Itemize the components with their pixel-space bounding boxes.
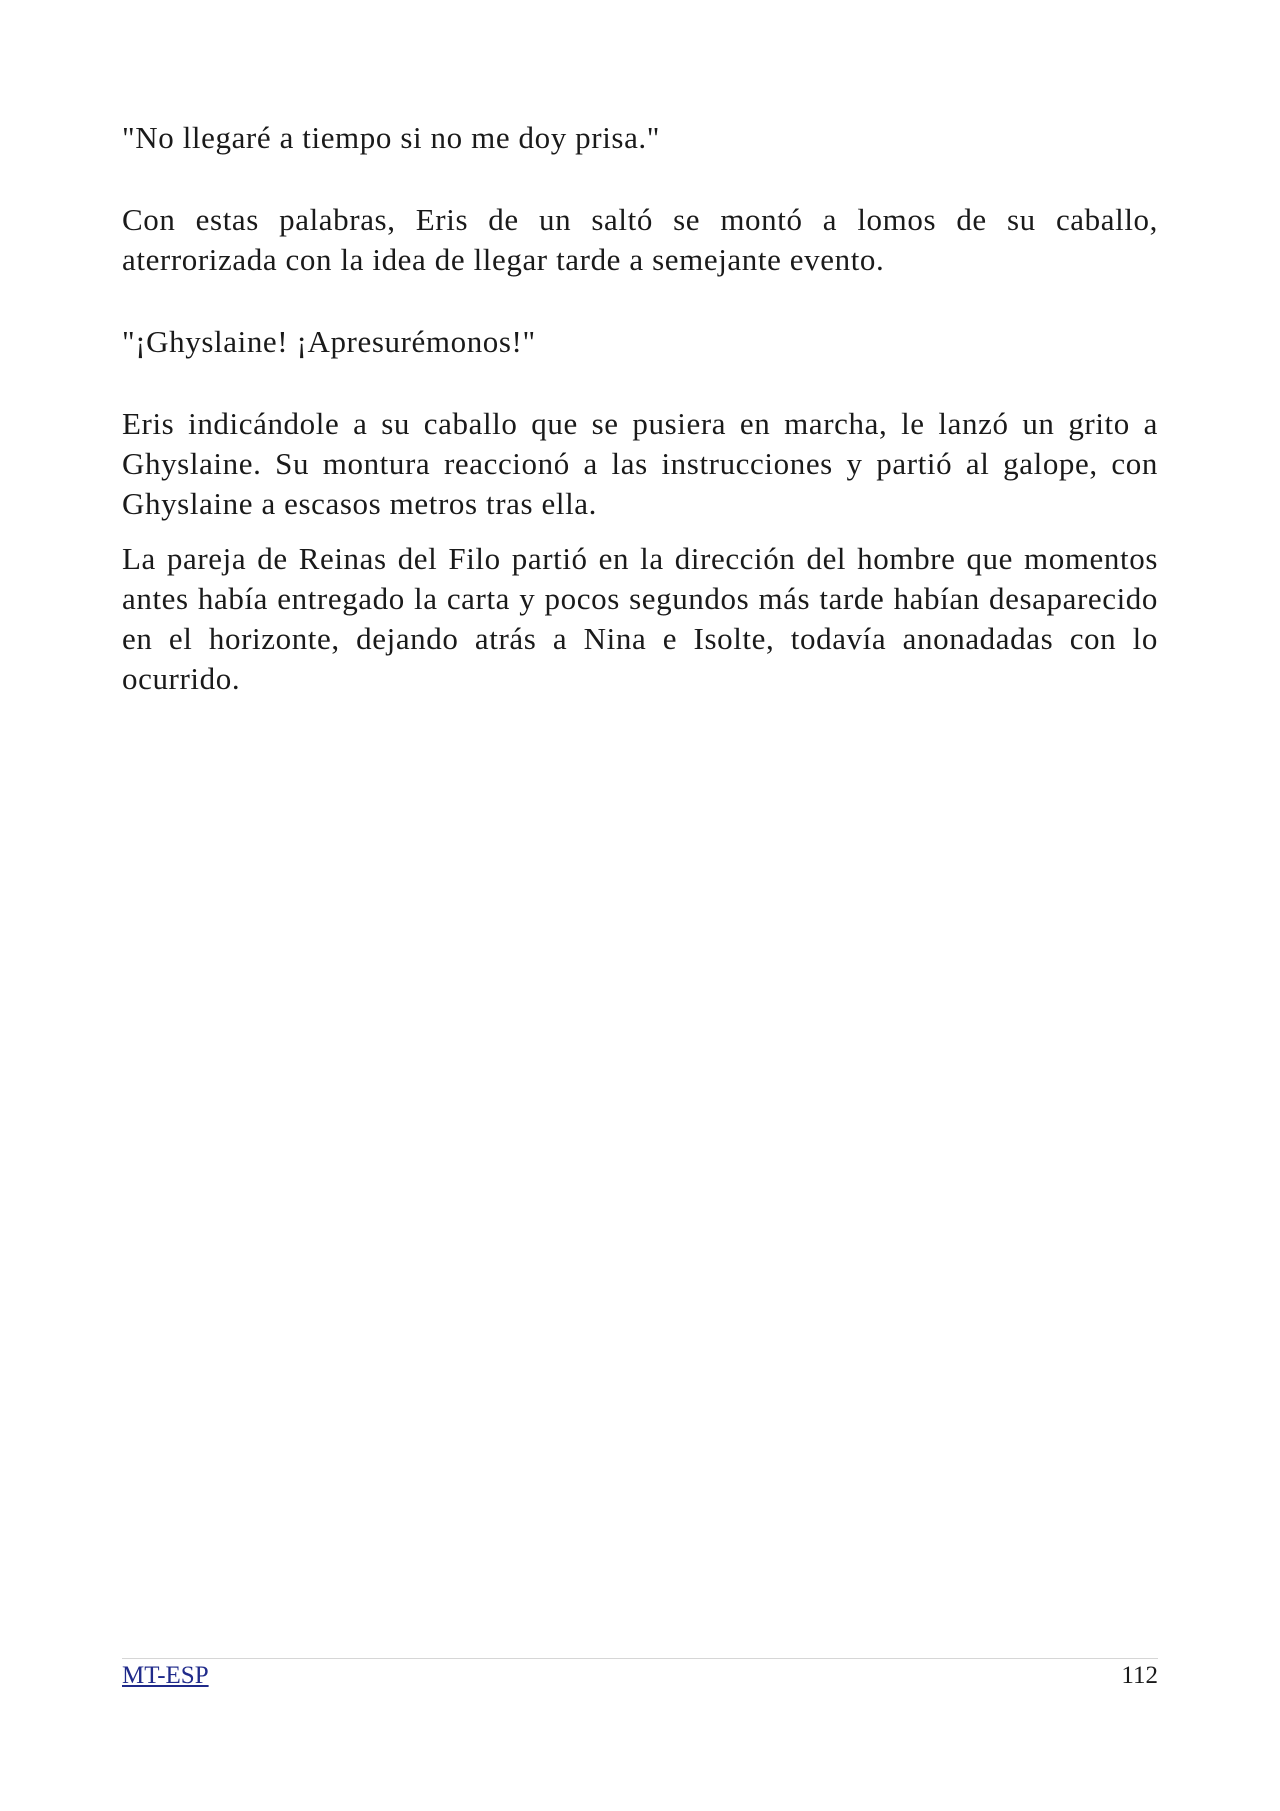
footer-link[interactable]: MT-ESP [122, 1662, 209, 1689]
footer-divider [122, 1658, 1158, 1659]
page-number: 112 [1121, 1662, 1158, 1689]
paragraph-5: La pareja de Reinas del Filo partió en la dirección del hombre que momentos antes había entregado la carta y pocos segundos más tarde habían desaparecido en el horizonte, dejando atrás a Nina e Isolte, todavía anonadadas con lo ocurrido. [122, 541, 1158, 696]
paragraph-3: "¡Ghyslaine! ¡Apresurémonos!" [122, 324, 536, 359]
page-body [122, 118, 1158, 699]
paragraph-4: Eris indicándole a su caballo que se pusiera en marcha, le lanzó un grito a Ghyslaine. Su montura reaccionó a las instrucciones y partió al galope, con Ghyslaine a escasos metros tras ella. [122, 406, 1158, 521]
paragraph-2: Con estas palabras, Eris de un saltó se montó a lomos de su caballo, aterrorizada con la idea de llegar tarde a semejante evento. [122, 202, 1158, 277]
paragraph-1: "No llegaré a tiempo si no me doy prisa." [122, 120, 661, 155]
page-footer [122, 1660, 1158, 1692]
